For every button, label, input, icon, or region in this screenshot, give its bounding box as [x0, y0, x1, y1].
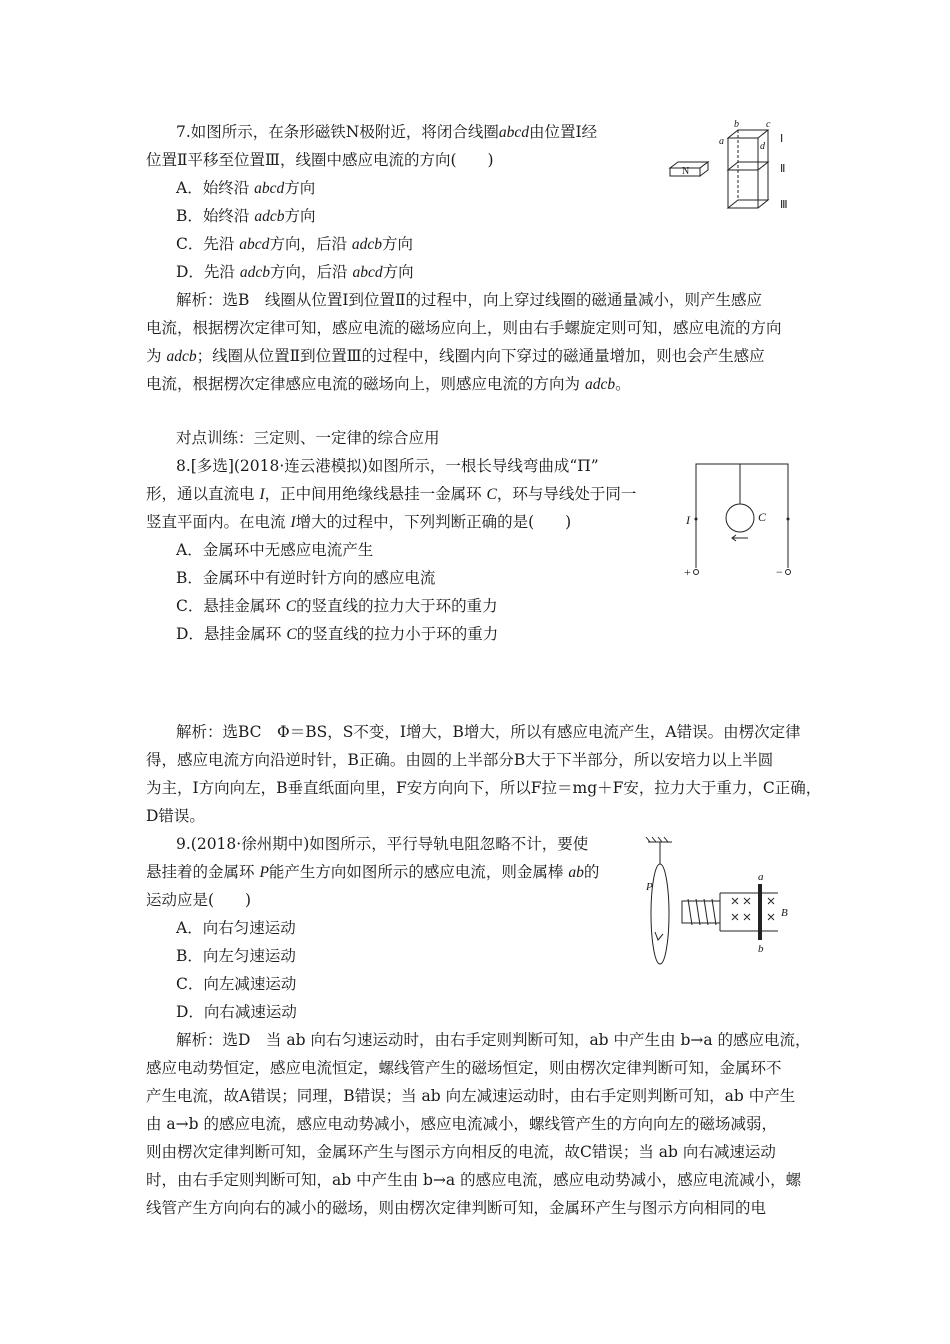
- q7-solution-line1: 解析：选B 线圈从位置Ⅰ到位置Ⅱ的过程中，向上穿过线圈的磁通量减小，则产生感应: [176, 291, 763, 309]
- q7-fig-c-label: c: [766, 119, 771, 130]
- q8-option-c: C．悬挂金属环 C的竖直线的拉力大于环的重力: [176, 597, 498, 615]
- q7-option-d: D．先沿 adcb方向，后沿 abcd方向: [176, 263, 414, 281]
- q9-fig-p-label: P: [646, 881, 653, 893]
- q9-option-c: C．向左减速运动: [176, 975, 297, 993]
- q9-option-b: B．向左匀速运动: [176, 947, 296, 965]
- q9-stem-line1: 9.(2018·徐州期中)如图所示，平行导轨电阻忽略不计，要使: [176, 835, 589, 853]
- q7-fig-pos2: Ⅱ: [780, 163, 786, 175]
- q8-fig-c-label: C: [758, 510, 767, 524]
- q8-option-d: D．悬挂金属环 C的竖直线的拉力小于环的重力: [176, 625, 499, 643]
- q9-figure: [640, 836, 800, 966]
- q7-fig-pos1: Ⅰ: [780, 133, 784, 145]
- q8-option-b: B．金属环中有逆时针方向的感应电流: [176, 569, 436, 587]
- q8-solution-line1: 解析：选BC Φ＝BS，S不变，I增大，B增大，所以有感应电流产生，A错误。由楞次定律: [176, 723, 801, 741]
- q7-stem-line2: 位置Ⅱ平移至位置Ⅲ，线圈中感应电流的方向( ): [146, 151, 494, 169]
- q8-solution-line2: 得，感应电流方向沿逆时针，B正确。由圆的上半部分B大于下半部分，所以安培力以上半圆: [146, 751, 774, 769]
- q8-fig-i-label: I: [686, 513, 690, 527]
- q9-stem-line3: 运动应是( ): [146, 891, 252, 909]
- q7-solution-line3: 为 adcb；线圈从位置Ⅱ到位置Ⅲ的过程中，线圈内向下穿过的磁通量增加，则也会产生感应: [146, 347, 765, 365]
- q9-solution-line5: 则由楞次定律判断可知，金属环产生与图示方向相反的电流，故C错误；当 ab 向右减速运动: [146, 1143, 776, 1161]
- q7-fig-d-label: d: [760, 141, 765, 152]
- q7-option-a: A．始终沿 abcd方向: [176, 179, 316, 197]
- q9-fig-b-label: b: [758, 943, 764, 955]
- q7-fig-n-label: N: [682, 166, 690, 177]
- q9-solution-line1: 解析：选D 当 ab 向右匀速运动时，由右手定则判断可知，ab 中产生由 b→a 的感应电流，: [176, 1031, 811, 1049]
- q9-solution-line4: 由 a→b 的感应电流，感应电动势减小，感应电流减小，螺线管产生的方向向左的磁场减弱，: [146, 1115, 778, 1133]
- q9-solution-line6: 时，由右手定则判断可知，ab 中产生由 b→a 的感应电流，感应电动势减小，感应电流减小，螺: [146, 1171, 802, 1189]
- q7-fig-b-label: b: [734, 119, 739, 130]
- q7-solution-line2: 电流，根据楞次定律可知，感应电流的磁场应向上，则由右手螺旋定则可知，感应电流的方向: [146, 319, 782, 337]
- q8-solution-line4: D错误。: [146, 807, 205, 825]
- q8-option-a: A．金属环中无感应电流产生: [176, 541, 374, 559]
- q7-solution-line4: 电流，根据楞次定律感应电流的磁场向上，则感应电流的方向为 adcb。: [146, 375, 631, 393]
- q9-stem-line2: 悬挂着的金属环 P能产生方向如图所示的感应电流，则金属棒 ab的: [146, 863, 600, 881]
- q7-fig-pos3: Ⅲ: [780, 199, 788, 211]
- q9-solution-line3: 产生电流，故A错误；同理，B错误；当 ab 向左减速运动时，由右手定则判断可知，ab 中产生: [146, 1087, 796, 1105]
- q7-figure: [660, 118, 800, 223]
- q8-stem-line2: 形，通以直流电 I，正中间用绝缘线悬挂一金属环 C，环与导线处于同一: [146, 485, 637, 503]
- q7-option-c: C．先沿 abcd方向，后沿 adcb方向: [176, 235, 414, 253]
- q9-fig-a-label: a: [758, 871, 764, 883]
- q8-fig-plus: +: [684, 565, 691, 579]
- q9-fig-B-label: B: [781, 907, 788, 919]
- q8-stem-line1: 8.[多选](2018·连云港模拟)如图所示，一根长导线弯曲成“Π”: [176, 457, 599, 475]
- q8-fig-minus: −: [776, 565, 783, 579]
- q9-solution-line7: 线管产生方向向右的减小的磁场，则由楞次定律判断可知，金属环产生与图示方向相同的电: [146, 1199, 767, 1217]
- q9-option-d: D．向右减速运动: [176, 1003, 297, 1021]
- q7-stem-line1: 7.如图所示，在条形磁铁N极附近，将闭合线圈abcd由位置Ⅰ经: [176, 123, 598, 141]
- q7-option-b: B．始终沿 adcb方向: [176, 207, 316, 225]
- q9-option-a: A．向右匀速运动: [176, 919, 296, 937]
- q8-solution-line3: 为主，I方向向左，B垂直纸面向里，F安方向向下，所以F拉＝mg＋F安，拉力大于重力，C正确，: [146, 779, 822, 797]
- q9-solution-line2: 感应电动势恒定，感应电流恒定，螺线管产生的磁场恒定，则由楞次定律判断可知，金属环不: [146, 1059, 782, 1077]
- q7-fig-a-label: a: [719, 136, 724, 147]
- q8-figure: [680, 456, 800, 581]
- q8-stem-line3: 竖直平面内。在电流 I增大的过程中，下列判断正确的是( ): [146, 513, 572, 531]
- section-heading: 对点训练：三定则、一定律的综合应用: [176, 429, 440, 447]
